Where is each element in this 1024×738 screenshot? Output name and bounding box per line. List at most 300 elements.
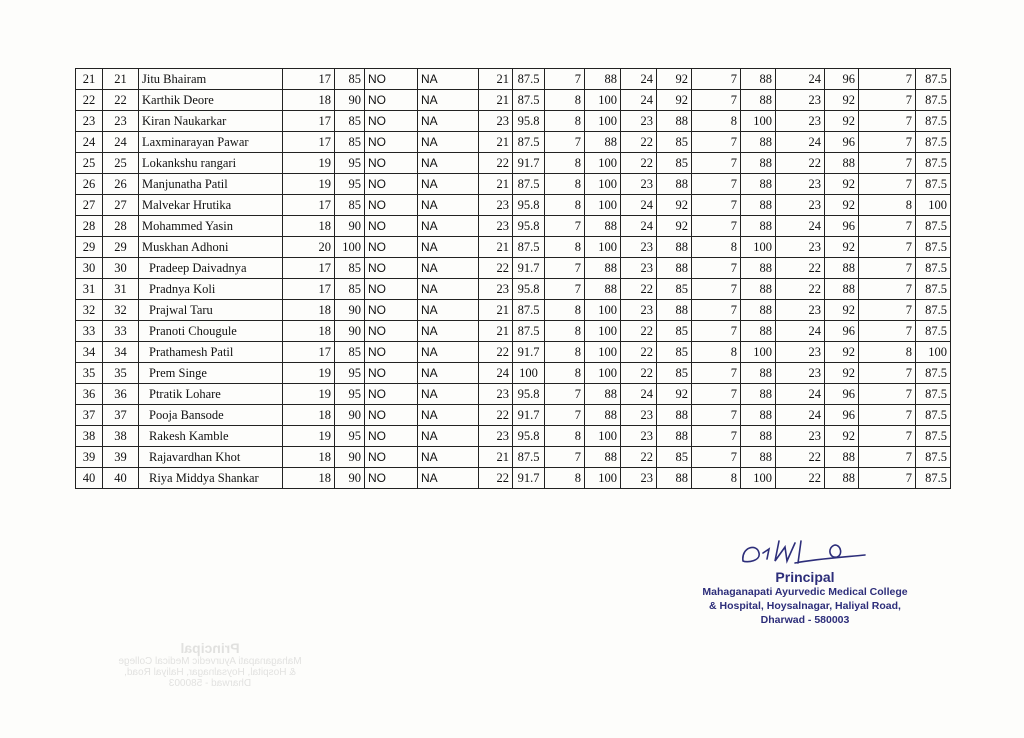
cell-p6: 92 xyxy=(825,237,859,258)
cell-p2: 95.8 xyxy=(513,279,545,300)
cell-m1: 18 xyxy=(283,447,335,468)
cell-m7: 7 xyxy=(859,216,916,237)
table-row xyxy=(76,153,951,174)
cell-p1: 90 xyxy=(335,216,365,237)
cell-flag1: NO xyxy=(365,468,418,489)
cell-p5: 100 xyxy=(741,111,776,132)
table-row xyxy=(76,195,951,216)
cell-m6: 23 xyxy=(776,237,825,258)
cell-roll-no: 25 xyxy=(103,153,139,174)
cell-m5: 7 xyxy=(692,195,741,216)
cell-p5: 88 xyxy=(741,132,776,153)
cell-p7: 87.5 xyxy=(916,90,951,111)
cell-flag2: NA xyxy=(418,426,479,447)
cell-m6: 24 xyxy=(776,132,825,153)
cell-roll-no: 35 xyxy=(103,363,139,384)
cell-p2: 87.5 xyxy=(513,174,545,195)
table-row xyxy=(76,258,951,279)
cell-flag1: NO xyxy=(365,132,418,153)
cell-m4: 23 xyxy=(621,174,657,195)
cell-name: Prajwal Taru xyxy=(139,300,283,321)
cell-m6: 23 xyxy=(776,90,825,111)
cell-flag2: NA xyxy=(418,216,479,237)
cell-flag1: NO xyxy=(365,237,418,258)
cell-name: Pranoti Chougule xyxy=(139,321,283,342)
cell-flag2: NA xyxy=(418,111,479,132)
cell-roll-no: 39 xyxy=(103,447,139,468)
marks-table xyxy=(75,68,951,489)
table-row xyxy=(76,363,951,384)
cell-p2: 87.5 xyxy=(513,132,545,153)
cell-m4: 22 xyxy=(621,153,657,174)
cell-p7: 87.5 xyxy=(916,468,951,489)
cell-p3: 100 xyxy=(585,363,621,384)
cell-m3: 7 xyxy=(545,279,585,300)
cell-m2: 23 xyxy=(479,195,513,216)
cell-roll-no: 32 xyxy=(103,300,139,321)
cell-sl-no: 36 xyxy=(76,384,103,405)
cell-m4: 22 xyxy=(621,447,657,468)
cell-m2: 23 xyxy=(479,279,513,300)
cell-m6: 23 xyxy=(776,342,825,363)
cell-p4: 85 xyxy=(657,279,692,300)
cell-p2: 91.7 xyxy=(513,405,545,426)
cell-p5: 88 xyxy=(741,384,776,405)
cell-p5: 88 xyxy=(741,300,776,321)
cell-p4: 88 xyxy=(657,468,692,489)
cell-flag1: NO xyxy=(365,384,418,405)
cell-m4: 24 xyxy=(621,195,657,216)
cell-p4: 88 xyxy=(657,300,692,321)
cell-p2: 100 xyxy=(513,363,545,384)
bleed-through-stamp: Principal Mahaganapati Ayurvedic Medical College & Hospital, Hoysalnagar, Haliyal Road, Dharwad - 580003 xyxy=(118,640,302,689)
cell-m4: 23 xyxy=(621,426,657,447)
cell-sl-no: 21 xyxy=(76,69,103,90)
cell-p1: 95 xyxy=(335,363,365,384)
cell-m4: 22 xyxy=(621,363,657,384)
cell-m7: 7 xyxy=(859,426,916,447)
cell-m4: 23 xyxy=(621,237,657,258)
cell-m5: 8 xyxy=(692,237,741,258)
cell-roll-no: 34 xyxy=(103,342,139,363)
cell-p3: 100 xyxy=(585,321,621,342)
cell-p6: 88 xyxy=(825,447,859,468)
cell-m5: 7 xyxy=(692,321,741,342)
cell-p6: 92 xyxy=(825,342,859,363)
cell-p1: 95 xyxy=(335,426,365,447)
cell-m2: 21 xyxy=(479,174,513,195)
cell-p5: 88 xyxy=(741,363,776,384)
cell-m7: 7 xyxy=(859,258,916,279)
cell-m4: 23 xyxy=(621,405,657,426)
cell-m7: 7 xyxy=(859,174,916,195)
cell-flag2: NA xyxy=(418,321,479,342)
cell-m7: 7 xyxy=(859,132,916,153)
cell-p6: 96 xyxy=(825,405,859,426)
cell-p5: 88 xyxy=(741,195,776,216)
cell-m6: 23 xyxy=(776,300,825,321)
table-row xyxy=(76,426,951,447)
cell-flag2: NA xyxy=(418,405,479,426)
cell-m3: 8 xyxy=(545,195,585,216)
cell-m5: 7 xyxy=(692,426,741,447)
cell-name: Manjunatha Patil xyxy=(139,174,283,195)
cell-p1: 85 xyxy=(335,132,365,153)
cell-p1: 90 xyxy=(335,405,365,426)
cell-roll-no: 38 xyxy=(103,426,139,447)
cell-m3: 8 xyxy=(545,321,585,342)
cell-m7: 8 xyxy=(859,342,916,363)
cell-m4: 23 xyxy=(621,468,657,489)
cell-p2: 87.5 xyxy=(513,447,545,468)
cell-m6: 24 xyxy=(776,69,825,90)
cell-m1: 17 xyxy=(283,69,335,90)
cell-p3: 100 xyxy=(585,90,621,111)
cell-m7: 7 xyxy=(859,468,916,489)
cell-m5: 7 xyxy=(692,174,741,195)
cell-p2: 87.5 xyxy=(513,69,545,90)
cell-m3: 7 xyxy=(545,384,585,405)
cell-m3: 8 xyxy=(545,90,585,111)
cell-sl-no: 28 xyxy=(76,216,103,237)
cell-p5: 88 xyxy=(741,321,776,342)
cell-flag1: NO xyxy=(365,342,418,363)
cell-roll-no: 22 xyxy=(103,90,139,111)
cell-m1: 18 xyxy=(283,216,335,237)
cell-p2: 87.5 xyxy=(513,237,545,258)
cell-name: Pooja Bansode xyxy=(139,405,283,426)
cell-p6: 92 xyxy=(825,90,859,111)
cell-m2: 21 xyxy=(479,447,513,468)
cell-m7: 7 xyxy=(859,300,916,321)
cell-p1: 90 xyxy=(335,321,365,342)
cell-m5: 7 xyxy=(692,363,741,384)
cell-p6: 96 xyxy=(825,384,859,405)
cell-p5: 88 xyxy=(741,69,776,90)
cell-p4: 92 xyxy=(657,69,692,90)
cell-m4: 22 xyxy=(621,279,657,300)
cell-flag1: NO xyxy=(365,111,418,132)
cell-m4: 23 xyxy=(621,300,657,321)
cell-m4: 23 xyxy=(621,111,657,132)
cell-p7: 87.5 xyxy=(916,132,951,153)
cell-roll-no: 23 xyxy=(103,111,139,132)
cell-flag2: NA xyxy=(418,132,479,153)
cell-flag2: NA xyxy=(418,237,479,258)
cell-name: Rakesh Kamble xyxy=(139,426,283,447)
cell-m7: 7 xyxy=(859,279,916,300)
cell-m2: 23 xyxy=(479,384,513,405)
cell-m4: 22 xyxy=(621,132,657,153)
cell-p7: 87.5 xyxy=(916,405,951,426)
cell-flag1: NO xyxy=(365,69,418,90)
cell-p4: 85 xyxy=(657,132,692,153)
cell-m5: 7 xyxy=(692,279,741,300)
cell-p4: 88 xyxy=(657,111,692,132)
cell-m3: 8 xyxy=(545,153,585,174)
cell-sl-no: 25 xyxy=(76,153,103,174)
cell-p2: 91.7 xyxy=(513,468,545,489)
cell-p1: 85 xyxy=(335,258,365,279)
cell-p6: 92 xyxy=(825,174,859,195)
cell-m2: 21 xyxy=(479,300,513,321)
cell-p4: 88 xyxy=(657,237,692,258)
cell-flag1: NO xyxy=(365,426,418,447)
cell-roll-no: 40 xyxy=(103,468,139,489)
cell-flag1: NO xyxy=(365,258,418,279)
cell-p6: 92 xyxy=(825,111,859,132)
cell-p7: 87.5 xyxy=(916,237,951,258)
cell-p6: 88 xyxy=(825,258,859,279)
cell-flag1: NO xyxy=(365,321,418,342)
cell-m5: 7 xyxy=(692,69,741,90)
cell-p2: 87.5 xyxy=(513,90,545,111)
cell-m4: 23 xyxy=(621,258,657,279)
cell-name: Pradnya Koli xyxy=(139,279,283,300)
table-row xyxy=(76,342,951,363)
cell-m2: 22 xyxy=(479,153,513,174)
cell-p3: 88 xyxy=(585,279,621,300)
table-row xyxy=(76,300,951,321)
cell-p5: 88 xyxy=(741,90,776,111)
cell-sl-no: 22 xyxy=(76,90,103,111)
cell-roll-no: 24 xyxy=(103,132,139,153)
cell-p7: 87.5 xyxy=(916,384,951,405)
cell-p1: 95 xyxy=(335,153,365,174)
cell-p6: 96 xyxy=(825,132,859,153)
cell-p3: 88 xyxy=(585,405,621,426)
cell-m3: 8 xyxy=(545,342,585,363)
cell-m2: 21 xyxy=(479,90,513,111)
cell-m1: 17 xyxy=(283,111,335,132)
cell-p6: 92 xyxy=(825,426,859,447)
cell-m2: 23 xyxy=(479,216,513,237)
cell-m6: 22 xyxy=(776,447,825,468)
cell-p1: 85 xyxy=(335,195,365,216)
cell-name: Malvekar Hrutika xyxy=(139,195,283,216)
cell-roll-no: 26 xyxy=(103,174,139,195)
cell-m5: 7 xyxy=(692,300,741,321)
cell-flag2: NA xyxy=(418,300,479,321)
cell-p2: 87.5 xyxy=(513,300,545,321)
cell-m5: 7 xyxy=(692,132,741,153)
cell-p4: 92 xyxy=(657,195,692,216)
cell-p1: 90 xyxy=(335,90,365,111)
cell-p1: 100 xyxy=(335,237,365,258)
cell-flag2: NA xyxy=(418,258,479,279)
cell-p1: 95 xyxy=(335,384,365,405)
cell-p3: 100 xyxy=(585,174,621,195)
cell-p4: 92 xyxy=(657,216,692,237)
cell-m4: 22 xyxy=(621,342,657,363)
cell-sl-no: 27 xyxy=(76,195,103,216)
cell-p4: 92 xyxy=(657,384,692,405)
cell-m6: 23 xyxy=(776,111,825,132)
table-row xyxy=(76,132,951,153)
cell-p5: 88 xyxy=(741,426,776,447)
cell-name: Rajavardhan Khot xyxy=(139,447,283,468)
cell-p1: 90 xyxy=(335,300,365,321)
cell-m7: 7 xyxy=(859,69,916,90)
cell-p4: 88 xyxy=(657,258,692,279)
cell-roll-no: 36 xyxy=(103,384,139,405)
cell-flag1: NO xyxy=(365,90,418,111)
cell-p6: 92 xyxy=(825,363,859,384)
cell-p7: 87.5 xyxy=(916,174,951,195)
cell-p3: 100 xyxy=(585,426,621,447)
cell-m4: 24 xyxy=(621,216,657,237)
cell-m7: 7 xyxy=(859,405,916,426)
cell-p3: 100 xyxy=(585,300,621,321)
cell-p7: 87.5 xyxy=(916,216,951,237)
cell-m1: 18 xyxy=(283,90,335,111)
cell-p3: 88 xyxy=(585,384,621,405)
cell-p1: 85 xyxy=(335,111,365,132)
cell-p6: 92 xyxy=(825,300,859,321)
cell-p5: 100 xyxy=(741,342,776,363)
cell-p4: 85 xyxy=(657,363,692,384)
table-row xyxy=(76,111,951,132)
cell-p7: 87.5 xyxy=(916,153,951,174)
cell-m2: 23 xyxy=(479,111,513,132)
cell-m5: 7 xyxy=(692,258,741,279)
cell-p4: 92 xyxy=(657,90,692,111)
cell-p5: 88 xyxy=(741,216,776,237)
cell-p4: 85 xyxy=(657,321,692,342)
cell-p3: 88 xyxy=(585,447,621,468)
cell-m1: 19 xyxy=(283,363,335,384)
cell-m6: 23 xyxy=(776,426,825,447)
cell-m6: 22 xyxy=(776,468,825,489)
cell-sl-no: 33 xyxy=(76,321,103,342)
cell-p3: 100 xyxy=(585,342,621,363)
cell-m5: 7 xyxy=(692,447,741,468)
cell-m3: 7 xyxy=(545,69,585,90)
cell-flag2: NA xyxy=(418,447,479,468)
cell-name: Lokankshu rangari xyxy=(139,153,283,174)
cell-m7: 7 xyxy=(859,90,916,111)
table-row xyxy=(76,90,951,111)
principal-signature-block xyxy=(675,535,935,627)
cell-p6: 96 xyxy=(825,321,859,342)
cell-m1: 18 xyxy=(283,321,335,342)
cell-p6: 96 xyxy=(825,69,859,90)
cell-m1: 19 xyxy=(283,153,335,174)
cell-m5: 7 xyxy=(692,153,741,174)
cell-p3: 100 xyxy=(585,468,621,489)
cell-p2: 91.7 xyxy=(513,258,545,279)
cell-m3: 7 xyxy=(545,216,585,237)
cell-roll-no: 28 xyxy=(103,216,139,237)
cell-p2: 95.8 xyxy=(513,384,545,405)
cell-name: Ptratik Lohare xyxy=(139,384,283,405)
cell-p5: 88 xyxy=(741,258,776,279)
cell-m1: 18 xyxy=(283,405,335,426)
cell-sl-no: 26 xyxy=(76,174,103,195)
cell-m7: 7 xyxy=(859,153,916,174)
cell-p2: 91.7 xyxy=(513,342,545,363)
cell-m2: 21 xyxy=(479,237,513,258)
cell-p6: 96 xyxy=(825,216,859,237)
cell-flag1: NO xyxy=(365,363,418,384)
cell-m1: 17 xyxy=(283,279,335,300)
cell-name: Riya Middya Shankar xyxy=(139,468,283,489)
cell-m3: 8 xyxy=(545,363,585,384)
table-row xyxy=(76,405,951,426)
table-row xyxy=(76,216,951,237)
cell-m6: 24 xyxy=(776,405,825,426)
cell-m6: 23 xyxy=(776,174,825,195)
cell-m3: 8 xyxy=(545,468,585,489)
cell-flag2: NA xyxy=(418,153,479,174)
cell-m1: 18 xyxy=(283,468,335,489)
cell-m5: 7 xyxy=(692,90,741,111)
cell-name: Jitu Bhairam xyxy=(139,69,283,90)
cell-roll-no: 21 xyxy=(103,69,139,90)
cell-sl-no: 39 xyxy=(76,447,103,468)
cell-p7: 87.5 xyxy=(916,258,951,279)
cell-m7: 8 xyxy=(859,195,916,216)
cell-p6: 88 xyxy=(825,468,859,489)
cell-flag2: NA xyxy=(418,468,479,489)
cell-name: Mohammed Yasin xyxy=(139,216,283,237)
cell-p4: 88 xyxy=(657,426,692,447)
cell-flag2: NA xyxy=(418,69,479,90)
cell-p7: 87.5 xyxy=(916,279,951,300)
cell-flag2: NA xyxy=(418,279,479,300)
cell-p6: 88 xyxy=(825,279,859,300)
cell-p7: 87.5 xyxy=(916,111,951,132)
cell-p3: 88 xyxy=(585,216,621,237)
cell-p7: 100 xyxy=(916,195,951,216)
cell-m6: 24 xyxy=(776,321,825,342)
cell-p3: 100 xyxy=(585,195,621,216)
cell-p7: 100 xyxy=(916,342,951,363)
cell-m1: 18 xyxy=(283,300,335,321)
cell-flag1: NO xyxy=(365,216,418,237)
cell-p5: 100 xyxy=(741,468,776,489)
cell-p7: 87.5 xyxy=(916,447,951,468)
cell-sl-no: 34 xyxy=(76,342,103,363)
cell-m1: 17 xyxy=(283,258,335,279)
cell-p1: 90 xyxy=(335,447,365,468)
cell-flag1: NO xyxy=(365,153,418,174)
cell-name: Karthik Deore xyxy=(139,90,283,111)
cell-m6: 22 xyxy=(776,153,825,174)
cell-sl-no: 24 xyxy=(76,132,103,153)
cell-m3: 8 xyxy=(545,300,585,321)
table-row xyxy=(76,468,951,489)
cell-m2: 21 xyxy=(479,132,513,153)
cell-m1: 19 xyxy=(283,426,335,447)
cell-m2: 24 xyxy=(479,363,513,384)
cell-m5: 7 xyxy=(692,405,741,426)
cell-roll-no: 27 xyxy=(103,195,139,216)
cell-m3: 7 xyxy=(545,447,585,468)
cell-p7: 87.5 xyxy=(916,426,951,447)
cell-p2: 87.5 xyxy=(513,321,545,342)
table-row xyxy=(76,447,951,468)
cell-p2: 95.8 xyxy=(513,195,545,216)
cell-m2: 22 xyxy=(479,405,513,426)
cell-p5: 88 xyxy=(741,153,776,174)
cell-p4: 88 xyxy=(657,174,692,195)
cell-p4: 85 xyxy=(657,447,692,468)
cell-p5: 88 xyxy=(741,447,776,468)
cell-m5: 8 xyxy=(692,111,741,132)
cell-name: Muskhan Adhoni xyxy=(139,237,283,258)
cell-m7: 7 xyxy=(859,237,916,258)
